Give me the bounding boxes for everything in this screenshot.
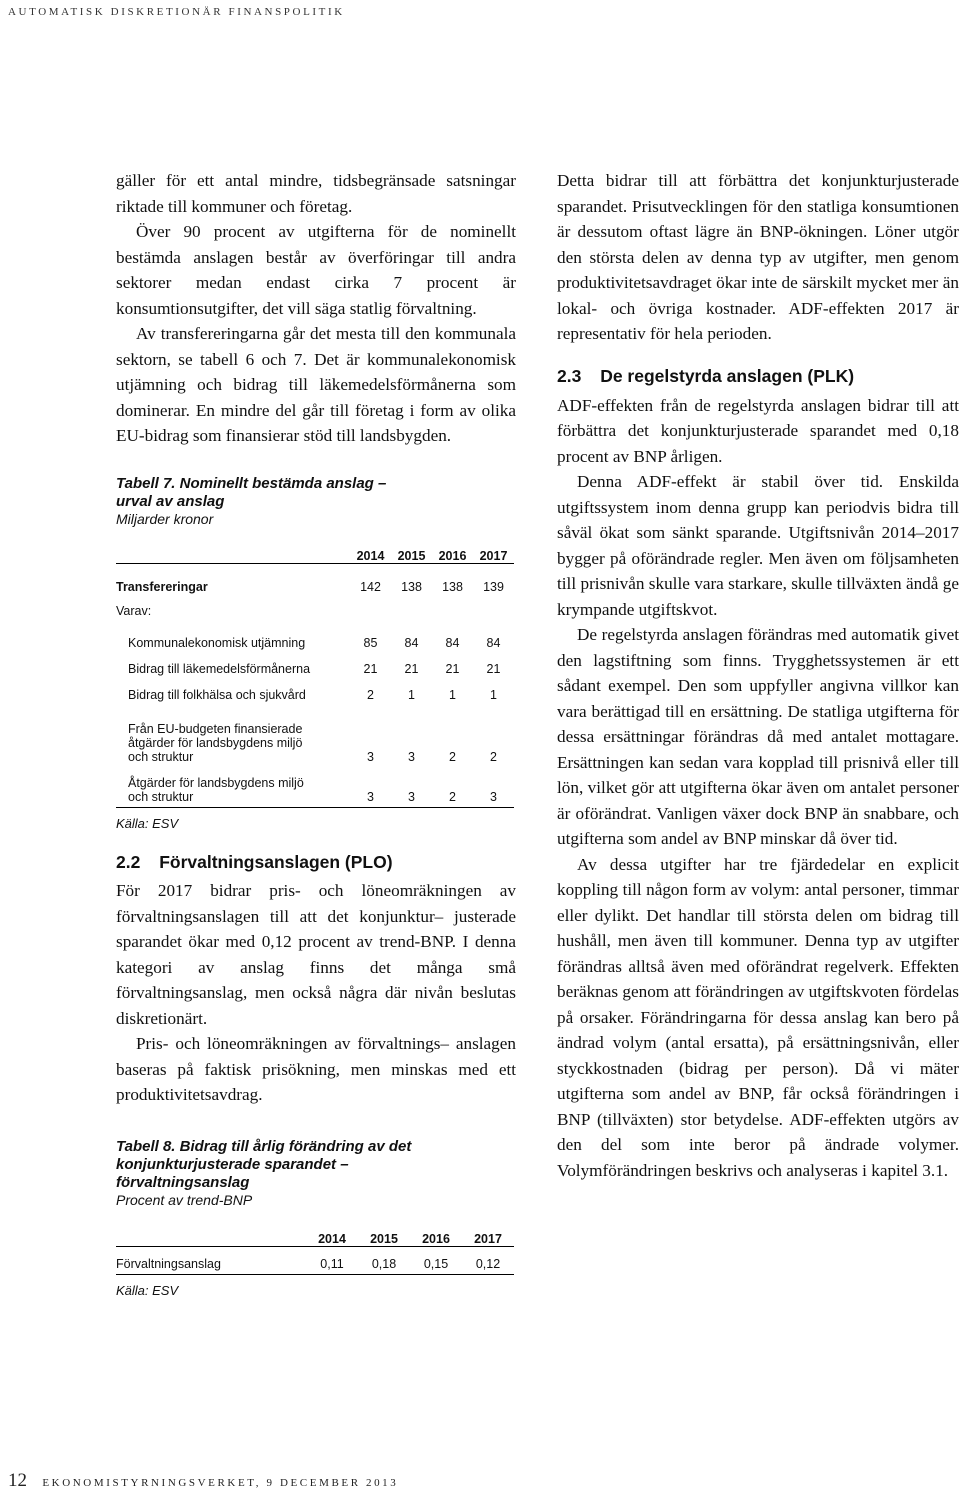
cell: 21 [445,661,460,676]
page-number: 12 [8,1470,27,1491]
table-7-caption [116,475,516,511]
section-number: 2.3 [557,365,582,386]
cell: 21 [363,661,378,676]
paragraph: De regelstyrda anslagen förändras med automatik givet den lagstiftning som finns. Trygghetssystemen är ett sådant exempel. Den som uppfyller angivna villkor kan vara berättigad till en ersättning. De statliga utgifterna för dessa ersättningar förändras då med antalet mottagare. Ersättningen kan sedan vara kopplad till prisnivå eller till lön, vilket gör att utgifterna ökar även om antalet personer är oförändrat. Vanligen växer dock BNP än snabbare, och utgifterna som andel av BNP minskar då över tid. [557,625,959,848]
row-label: Bidrag till folkhälsa och sjukvård [128,687,306,702]
section-heading-2-2 [116,851,516,873]
year-header: 2017 [474,1232,502,1246]
table-8-caption [116,1138,516,1192]
table-8 [116,1138,516,1299]
footer-text: EKONOMISTYRNINGSVERKET, 9 DECEMBER 2013 [42,1477,399,1489]
table-7-grid [116,542,514,809]
label-line: Åtgärder för landsbygdens miljö [128,776,304,790]
page-footer [8,1470,398,1492]
cell: 84 [486,635,501,650]
table-row [116,650,514,676]
cell: 85 [363,635,378,650]
section-number: 2.2 [116,852,141,872]
cell: 0,12 [475,1257,501,1271]
paragraph: Pris- och löneomräkningen av förvaltnings– anslagen baseras på faktisk prisökning, men minskas med ett produktivitetsavdrag. [116,1034,516,1104]
cell: 2 [367,687,374,702]
year-header: 2016 [438,549,467,563]
paragraph: Över 90 procent av utgifterna för de nominellt bestämda anslagen består av överföringar till andra sektorer medan endast cirka 7 procent är konsumtionsutgifter, det vill säga statlig förvaltning. [116,222,516,318]
label-line: och struktur [128,790,194,804]
table-7 [116,475,516,832]
row-label: Varav: [116,603,152,618]
year-header: 2016 [422,1232,450,1246]
caption-line: förvaltningsanslag [116,1173,250,1191]
table-row [116,594,514,618]
cell: 21 [404,661,419,676]
cell: 1 [449,687,456,702]
year-header: 2015 [397,549,426,563]
year-header: 2017 [479,549,508,563]
cell: 1 [490,687,497,702]
year-header: 2015 [370,1232,398,1246]
cell: 3 [367,790,374,804]
label-line: Från EU-budgeten finansierade [128,721,303,736]
table-row [116,618,514,650]
section-title: Förvaltningsanslagen (PLO) [159,852,393,872]
table-7-source: Källa: ESV [116,816,179,831]
paragraph: För 2017 bidrar pris- och löneomräkningen av förvaltningsanslagen till att det konjunktur– justerade sparandet ökar med 0,12 procent av trend-BNP. I denna kategori av anslag finns det många små förvaltningsanslag, men också några där nivån beslutas diskretionärt. [116,881,516,1028]
table-7-subtitle: Miljarder kronor [116,510,214,527]
cell: 3 [408,790,415,804]
table-8-source: Källa: ESV [116,1283,179,1298]
label-line: och struktur [128,749,194,764]
table-8-subtitle: Procent av trend-BNP [116,1191,253,1208]
table-row [116,1247,514,1275]
cell: 0,11 [320,1257,344,1271]
row-label: Bidrag till läkemedelsförmånerna [128,661,311,676]
cell: 0,18 [371,1257,397,1271]
table-header-row [116,1223,514,1247]
header-spacer [116,542,350,564]
cell: 2 [449,749,456,764]
table-row [116,764,514,808]
cell: 3 [408,749,415,764]
right-column [557,168,959,1183]
cell: 0,15 [423,1257,449,1271]
row-label: Transfereringar [116,579,208,594]
table-8-grid [116,1223,514,1276]
table-row [116,702,514,764]
cell: 2 [449,790,456,804]
paragraph: Detta bidrar till att förbättra det konjunkturjusterade sparandet. Prisutvecklingen för den statliga konsumtionen är dessutom oftast lägre än BNP-ökningen. Löner utgör den största delen av denna typ av utgifter, men genom produktivitetsavdraget ökar inte de särskilt mycket mer än lokal- och övriga kostnader. ADF-effekten 2017 är representativ för hela perioden. [557,171,959,343]
table-header-row [116,542,514,564]
section-title: De regelstyrda anslagen (PLK) [600,365,855,386]
cell: 1 [408,687,415,702]
year-header: 2014 [356,549,385,563]
paragraph: gäller för ett antal mindre, tidsbegränsade satsningar riktade till kommuner och företag. [116,171,516,216]
header-spacer [116,1223,306,1247]
cell: 3 [490,790,497,804]
caption-line: konjunkturjusterade sparandet – [116,1155,349,1173]
cell: 139 [483,579,504,594]
row-label: Förvaltningsanslag [116,1257,221,1271]
row-label [116,764,350,808]
paragraph: Av transfereringarna går det mesta till den kommunala sektorn, se tabell 6 och 7. Det är kommunalekonomisk utjämning och bidrag till läkemedelsförmånerna som dominerar. En mindre del går till företag i form av olika EU-bidrag som finansierar stöd till landsbygden. [116,324,516,445]
year-header: 2014 [318,1232,346,1246]
table-row [116,676,514,702]
cell: 3 [367,749,374,764]
cell: 84 [445,635,460,650]
cell: 21 [486,661,501,676]
running-head: AUTOMATISK DISKRETIONÄR FINANSPOLITIK [8,6,345,18]
row-label: Kommunalekonomisk utjämning [128,635,306,650]
left-column [116,168,516,1298]
row-label [116,702,350,764]
paragraph: ADF-effekten från de regelstyrda anslagen bidrar till att förbättra det konjunkturjusterade sparandet med 0,18 procent av BNP årligen. [557,395,959,466]
cell: 138 [401,579,422,594]
label-line: åtgärder för landsbygdens miljö [128,735,303,750]
section-heading-2-3 [557,365,959,387]
cell: 142 [360,579,381,594]
table-row [116,564,514,594]
cell: 2 [490,749,497,764]
paragraph: Av dessa utgifter har tre fjärdedelar en explicit koppling till någon form av volym: antal personer, timmar eller dylikt. Det handlar till största delen om bidrag till hushåll, men även till kommuner. Denna typ av utgifter förändras alltså även med oförändrat regelverk. Effekten beräknas genom att förändringen av utgiftskvoten fördelas på orsaker. Förändringarna för dessa anslag kan bero på ändrad volym (antal ersatta), på ersättningsnivån, eller styckkostnaden (bidrag per person). Då vi mäter utgifterna som andel av BNP, får också förändringen i BNP (tillväxten) stor betydelse. ADF-effekten utgörs av den del som inte beror på ändrade volymer. Volymförändringen beskrivs och analyseras i kapitel 3.1. [557,854,959,1180]
cell: 84 [404,635,419,650]
caption-line: urval av anslag [116,492,225,510]
paragraph: Denna ADF-effekt är stabil över tid. Enskilda utgiftssystem inom denna grupp kan periodvis bidra till såväl ökat som sänkt sparande. Utgiftsnivån 2014–2017 bygger på oförändrade regler. Men även om följsamheten till prisnivån skulle vara starkare, skulle tillväxten ändå ge krympande utgiftskvot. [557,472,959,619]
cell: 138 [442,579,463,594]
caption-line: Tabell 8. Bidrag till årlig förändring av det [116,1137,412,1155]
caption-line: Tabell 7. Nominellt bestämda anslag – [116,474,387,492]
